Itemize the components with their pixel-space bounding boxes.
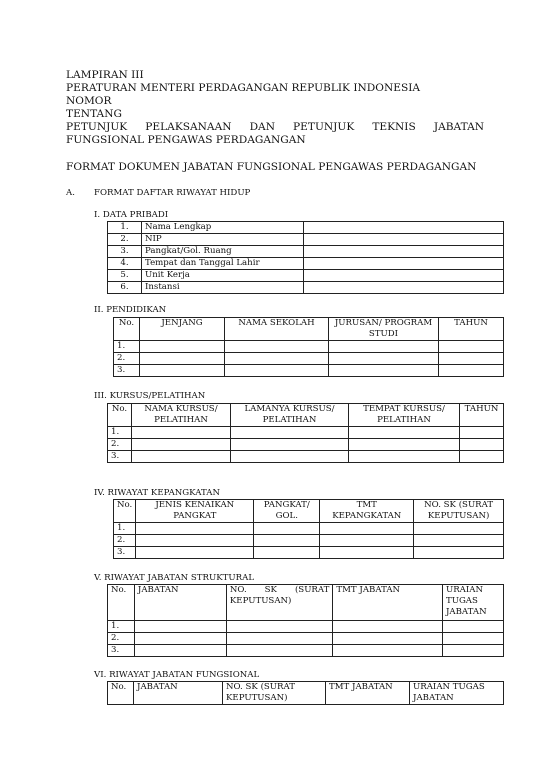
table-row: 3. xyxy=(114,365,504,377)
table-header-row: No. JABATAN NO. SK (SURAT KEPUTUSAN) TMT JABATAN URAIAN TUGAS JABATAN xyxy=(108,682,504,705)
table-header-row: No. JABATAN NO. SK (SURAT KEPUTUSAN) TMT JABATAN URAIAN TUGAS JABATAN xyxy=(108,585,504,621)
table-row: 3. xyxy=(114,547,504,559)
table-row: 3. xyxy=(108,645,504,657)
kepangkatan-table xyxy=(113,499,504,559)
table-row: 2. xyxy=(108,633,504,645)
pendidikan-title: II. PENDIDIKAN xyxy=(94,305,167,315)
table-row: 2. NIP xyxy=(108,234,504,246)
section-a-letter: A. xyxy=(66,188,75,198)
table-row: 4. Tempat dan Tanggal Lahir xyxy=(108,258,504,270)
lampiran-label: LAMPIRAN III xyxy=(66,69,144,81)
fungsional-table xyxy=(107,681,504,705)
value-cell[interactable] xyxy=(304,222,504,234)
table-row: 3. xyxy=(108,451,504,463)
pendidikan-table xyxy=(113,317,504,377)
format-title: FORMAT DOKUMEN JABATAN FUNGSIONAL PENGAWAS PERDAGANGAN xyxy=(66,161,477,173)
value-cell[interactable] xyxy=(304,282,504,294)
table-header-row: No. NAMA KURSUS/ PELATIHAN LAMANYA KURSUS/ PELATIHAN TEMPAT KURSUS/ PELATIHAN TAHUN xyxy=(108,404,504,427)
peraturan-title: PERATURAN MENTERI PERDAGANGAN REPUBLIK INDONESIA xyxy=(66,82,421,94)
table-row: 3. Pangkat/Gol. Ruang xyxy=(108,246,504,258)
table-header-row: No. JENJANG NAMA SEKOLAH JURUSAN/ PROGRAM STUDI TAHUN xyxy=(114,318,504,341)
table-row: 2. xyxy=(108,439,504,451)
judul-line-1: PETUNJUK PELAKSANAAN DAN PETUNJUK TEKNIS JABATAN xyxy=(66,121,484,133)
struktural-table xyxy=(107,584,504,657)
data-pribadi-title: I. DATA PRIBADI xyxy=(94,210,169,220)
tentang-label: TENTANG xyxy=(66,108,122,120)
value-cell[interactable] xyxy=(304,270,504,282)
fungsional-title: VI. RIWAYAT JABATAN FUNGSIONAL xyxy=(94,670,260,680)
value-cell[interactable] xyxy=(304,246,504,258)
table-row: 1. xyxy=(114,523,504,535)
kepangkatan-title: IV. RIWAYAT KEPANGKATAN xyxy=(94,488,220,498)
table-row: 1. Nama Lengkap xyxy=(108,222,504,234)
data-pribadi-table xyxy=(107,221,504,294)
table-row: 5. Unit Kerja xyxy=(108,270,504,282)
value-cell[interactable] xyxy=(304,234,504,246)
table-row: 1. xyxy=(108,427,504,439)
table-row: 2. xyxy=(114,353,504,365)
table-row: 2. xyxy=(114,535,504,547)
table-row: 1. xyxy=(108,621,504,633)
table-row: 6. Instansi xyxy=(108,282,504,294)
kursus-title: III. KURSUS/PELATIHAN xyxy=(94,391,206,401)
struktural-title: V. RIWAYAT JABATAN STRUKTURAL xyxy=(94,573,255,583)
kursus-table xyxy=(107,403,504,463)
section-a-title: FORMAT DAFTAR RIWAYAT HIDUP xyxy=(94,188,251,198)
judul-line-2: FUNGSIONAL PENGAWAS PERDAGANGAN xyxy=(66,134,306,146)
nomor-label: NOMOR xyxy=(66,95,112,107)
table-row: 1. xyxy=(114,341,504,353)
table-header-row: No. JENIS KENAIKAN PANGKAT PANGKAT/ GOL. TMT KEPANGKATAN NO. SK (SURAT KEPUTUSAN) xyxy=(114,500,504,523)
value-cell[interactable] xyxy=(304,258,504,270)
